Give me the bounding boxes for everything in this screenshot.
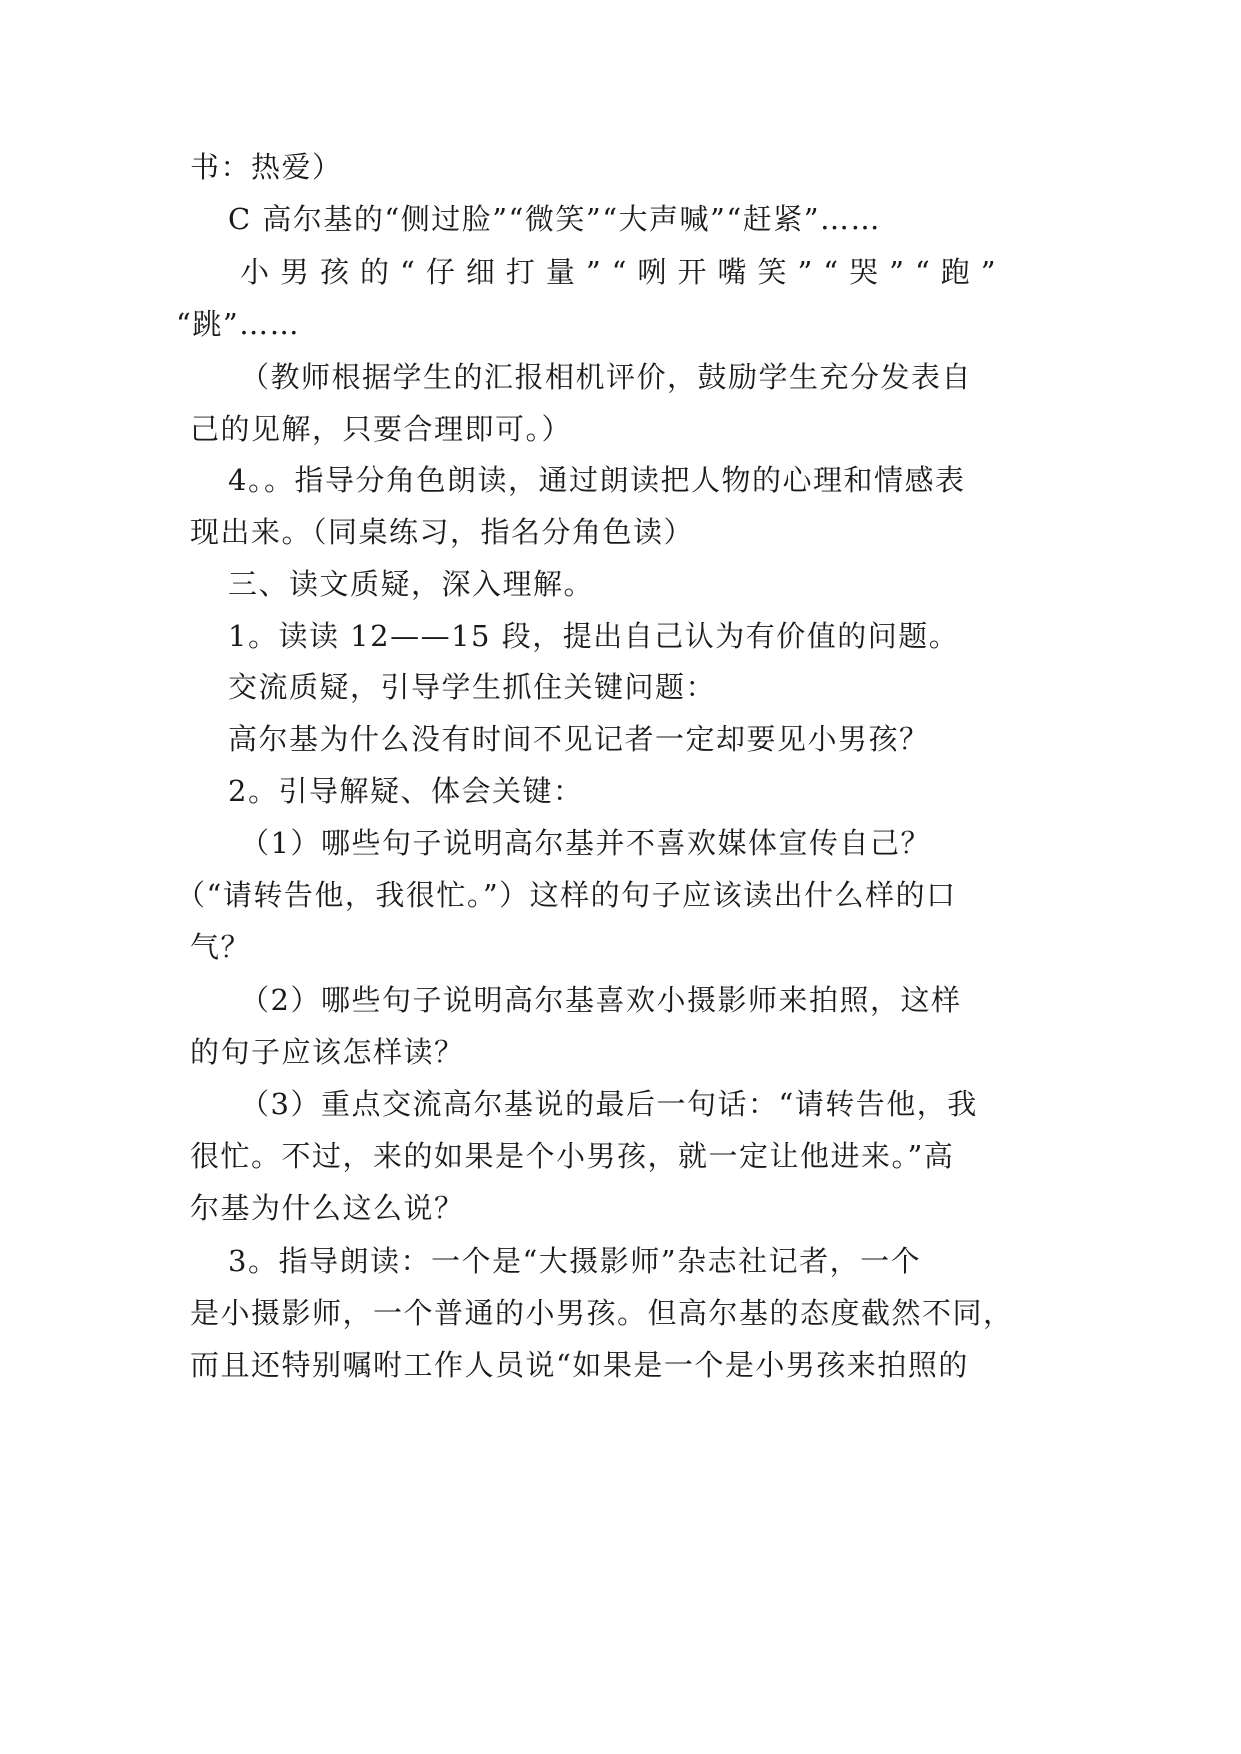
text-line: （2）哪些句子说明高尔基喜欢小摄影师来拍照，这样 [240,983,962,1017]
text-line: 尔基为什么这么说？ [190,1191,465,1225]
text-line: 的句子应该怎样读？ [190,1035,465,1069]
text-line: 而且还特别嘱咐工作人员说“如果是一个是小男孩来拍照的 [190,1348,969,1382]
text-line: 很忙。不过，来的如果是个小男孩，就一定让他进来。”高 [190,1139,955,1173]
text-line: 小男孩的“仔细打量”“咧开嘴笑”“哭”“跑” [240,255,1007,289]
text-line: “跳”…… [176,307,301,341]
text-line: 1。读读 12——15 段，提出自己认为有价值的问题。 [228,619,960,653]
text-line: （1）哪些句子说明高尔基并不喜欢媒体宣传自己？ [240,826,931,860]
text-line: 三、读文质疑，深入理解。 [228,567,595,601]
text-line: 3。指导朗读：一个是“大摄影师”杂志社记者，一个 [228,1244,922,1278]
text-line: 是小摄影师，一个普通的小男孩。但高尔基的态度截然不同， [190,1296,1014,1330]
text-line: 己的见解，只要合理即可。） [190,412,573,446]
text-line: 4。。指导分角色朗读，通过朗读把人物的心理和情感表 [228,463,966,497]
text-line: 气？ [190,930,252,964]
text-line: 高尔基为什么没有时间不见记者一定却要见小男孩？ [228,722,930,756]
text-line: （“请转告他，我很忙。”）这样的句子应该读出什么样的口 [176,878,957,912]
text-line: 交流质疑，引导学生抓住关键问题： [228,670,717,704]
text-line: （3）重点交流高尔基说的最后一句话：“请转告他，我 [240,1087,978,1121]
text-line: 现出来。（同桌练习，指名分角色读） [190,515,695,549]
text-line: 2。引导解疑、体会关键： [228,774,584,808]
text-line: C 高尔基的“侧过脸”“微笑”“大声喊”“赶紧”…… [228,202,882,236]
text-line: （教师根据学生的汇报相机评价，鼓励学生充分发表自 [240,360,973,394]
text-line: 书：热爱） [190,150,343,184]
